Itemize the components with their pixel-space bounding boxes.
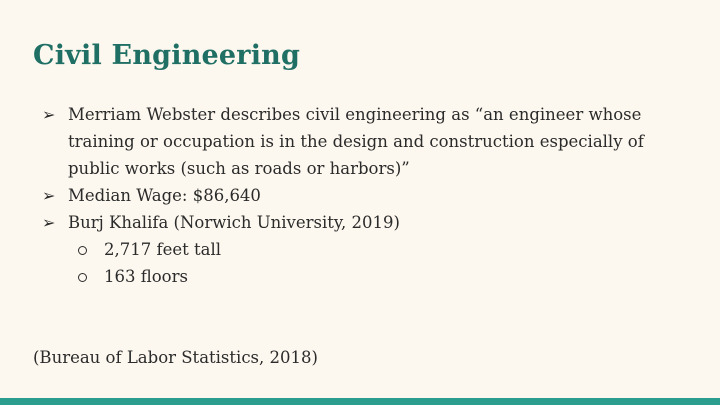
footer-accent-bar bbox=[0, 398, 720, 405]
bullet-item-definition bbox=[42, 101, 682, 182]
arrow-bullet-icon: ➢ bbox=[42, 186, 56, 205]
sub-bullet-text: 163 floors bbox=[104, 267, 188, 286]
citation: (Bureau of Labor Statistics, 2018) bbox=[33, 348, 318, 367]
slide-title: Civil Engineering bbox=[33, 40, 301, 71]
bullet-item-burj-khalifa bbox=[42, 209, 682, 290]
sub-bullet-list bbox=[68, 236, 682, 290]
bullet-item-wage bbox=[42, 182, 682, 209]
bullet-list bbox=[42, 101, 682, 290]
sub-bullet-height bbox=[68, 236, 682, 263]
arrow-bullet-icon: ➢ bbox=[42, 213, 56, 232]
sub-bullet-text: 2,717 feet tall bbox=[104, 240, 222, 259]
bullet-text: Burj Khalifa (Norwich University, 2019) bbox=[68, 213, 400, 232]
arrow-bullet-icon: ➢ bbox=[42, 105, 56, 124]
sub-bullet-floors bbox=[68, 263, 682, 290]
circle-bullet-icon bbox=[78, 246, 87, 255]
bullet-text: Median Wage: $86,640 bbox=[68, 186, 261, 205]
circle-bullet-icon bbox=[78, 273, 87, 282]
bullet-text: Merriam Webster describes civil engineering as “an engineer whose training or occupation is in the design and construction especially of public works (such as roads or harbors)” bbox=[68, 105, 644, 178]
